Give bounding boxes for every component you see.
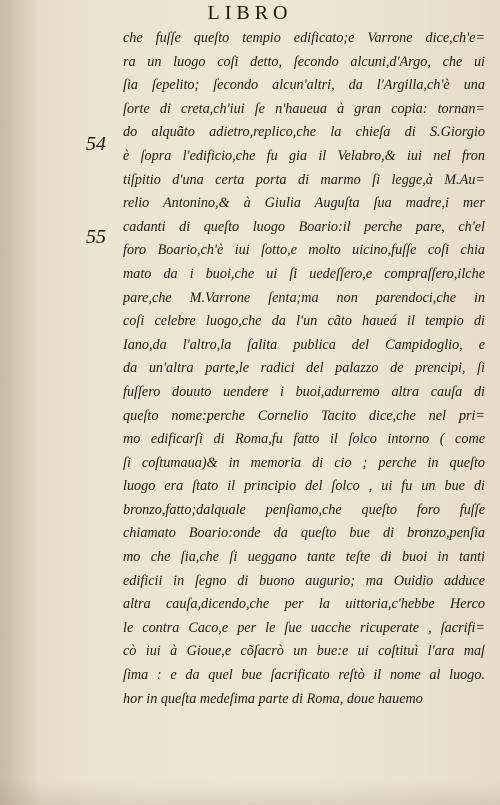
text-line: le contra Caco,e per le ſue uacche ricuperate , ſacrifi= bbox=[123, 619, 485, 636]
text-line: è ſopra l'edificio,che fu gia il Velabro,& iui nel fron bbox=[123, 147, 485, 164]
text-line: ra un luogo coſi detto, ſecondo alcuni,d'Argo, che ui bbox=[123, 53, 485, 70]
text-line: foro Boario,ch'è iui ſotto,e molto uicino,fuſſe coſi chia bbox=[123, 242, 485, 259]
text-line: che fuſſe queſto tempio edificato;e Varrone dice,ch'e= bbox=[123, 30, 485, 46]
page-gutter-shadow bbox=[0, 0, 40, 805]
running-header: LIBRO bbox=[207, 2, 293, 24]
text-line: Iano,da l'altro,la ſalita publica del Campidoglio, e bbox=[123, 336, 485, 353]
text-line: fuſſero douuto uendere i buoi,adurremo altra cauſa di bbox=[123, 383, 485, 400]
margin-note-54: 54 bbox=[86, 133, 106, 155]
text-line: chiamato Boario:onde da queſto bue di bronzo,penſia bbox=[123, 525, 485, 542]
text-line: cò iui à Gioue,e cõſacrò un bue:e ui coſtituì l'ara maſ bbox=[123, 643, 485, 660]
text-block bbox=[123, 27, 485, 711]
text-line: hor in queſta medeſima parte di Roma, doue hauemo bbox=[123, 690, 423, 707]
text-line: cadanti di queſto luogo Boario:il perche pare, ch'el bbox=[123, 218, 485, 235]
text-line: luogo era ſtato il principio del ſolco , ui fu un bue di bbox=[123, 478, 485, 495]
text-line: queſto nome:perche Cornelio Tacito dice,che nel pri= bbox=[123, 407, 485, 424]
text-line: ſia ſepelito; ſecondo alcun'altri, da l'Argilla,ch'è una bbox=[123, 77, 485, 94]
text-line: mo edificarſi di Roma,fu fatto il ſolco intorno ( come bbox=[123, 431, 485, 448]
text-line: da un'altra parte,le radici del palazzo de prencipi, ſi bbox=[123, 360, 485, 377]
text-line: mo che ſia,che ſi ueggano tante teſte di buoi in tanti bbox=[123, 549, 485, 566]
text-line: relio Antonino,& à Giulia Auguſta ſua madre,i mer bbox=[123, 195, 485, 212]
text-line: mato da i buoi,che ui ſi uedeſſero,e compraſſero,ilche bbox=[123, 265, 485, 282]
text-line: altra cauſa,dicendo,che per la uittoria,c'hebbe Herco bbox=[123, 596, 485, 613]
text-line: coſi celebre luogo,che da l'un cãto haueá il tempio di bbox=[123, 313, 485, 330]
margin-note-55: 55 bbox=[86, 226, 106, 248]
text-line: pare,che M.Varrone ſenta;ma non parendoci,che in bbox=[123, 289, 485, 306]
text-line: ſima : e da quel bue ſacrificato reſtò il nome al luogo. bbox=[123, 667, 485, 684]
text-line: bronzo,fatto;dalquale penſiamo,che queſto foro fuſſe bbox=[123, 501, 485, 518]
page-bottom-edge bbox=[0, 781, 500, 805]
text-line: do alquãto adietro,replico,che la chieſa di S.Giorgio bbox=[123, 124, 485, 141]
text-line: edificii in ſegno di buono augurio; ma Ouidio adduce bbox=[123, 572, 485, 589]
text-line: ſorte di creta,ch'iui ſe n'haueua à gran copia: tornan= bbox=[123, 100, 485, 117]
text-line: tiſpitio d'una certa porta di marmo ſi legge,à M.Au= bbox=[123, 171, 485, 188]
text-line: ſi coſtumaua)& in memoria di cio ; perche in queſto bbox=[123, 454, 485, 471]
